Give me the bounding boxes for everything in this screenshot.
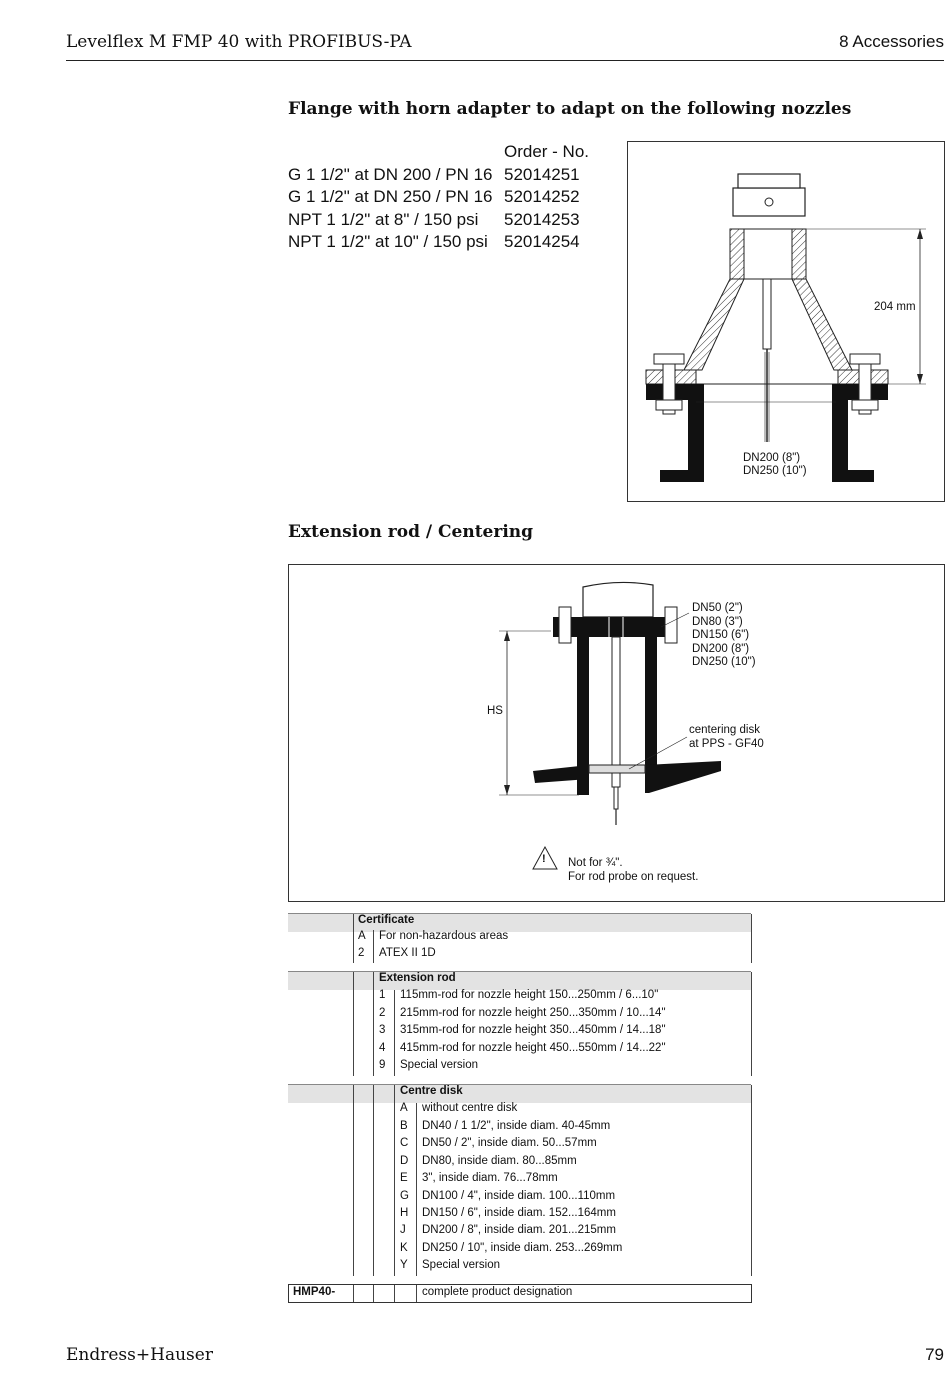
certificate-text: For non-hazardous areas: [379, 930, 509, 942]
flange-horn-adapter-figure: [627, 141, 945, 502]
extension-rod-figure: [288, 564, 945, 902]
order-header: Order - No.: [504, 142, 590, 161]
centre-text: DN150 / 6", inside diam. 152...164mm: [422, 1207, 616, 1219]
warning-note: Not for ¾". For rod probe on request.: [568, 857, 699, 883]
centre-text: without centre disk: [422, 1102, 518, 1114]
order-row: NPT 1 1/2" at 10" / 150 psi 52014254: [288, 232, 580, 251]
nozzle-label-dn250: DN250 (10"): [743, 465, 807, 477]
order-row: G 1 1/2" at DN 250 / PN 16 52014252: [288, 187, 580, 206]
extension-text: 315mm-rod for nozzle height 350...450mm / 14...18": [400, 1024, 666, 1036]
section-title-flange: Flange with horn adapter to adapt on the following nozzles: [288, 99, 852, 119]
header-rule: [66, 60, 944, 61]
section-title-extension: Extension rod / Centering: [288, 522, 534, 542]
centre-code: A: [400, 1102, 408, 1114]
designation-code: HMP40-: [293, 1286, 336, 1298]
centre-title: Centre disk: [400, 1085, 463, 1097]
centre-code: K: [400, 1242, 408, 1254]
warning-icon: !: [542, 853, 546, 865]
centre-text: DN100 / 4", inside diam. 100...110mm: [422, 1190, 616, 1202]
certificate-code: A: [358, 930, 366, 942]
flange-drawing: [628, 142, 946, 503]
centre-code: G: [400, 1190, 409, 1202]
order-row: G 1 1/2" at DN 200 / PN 16 52014251: [288, 164, 580, 184]
extension-code: 4: [379, 1042, 386, 1054]
centre-code: C: [400, 1137, 409, 1149]
extension-code: 2: [379, 1007, 386, 1019]
extension-band: [288, 971, 751, 990]
centre-code: B: [400, 1120, 408, 1132]
order-row: NPT 1 1/2" at 8" / 150 psi 52014253: [288, 209, 580, 229]
running-header-section: 8 Accessories: [839, 32, 944, 51]
centre-text: Special version: [422, 1259, 500, 1271]
extension-text: 415mm-rod for nozzle height 450...550mm / 14...22": [400, 1042, 666, 1054]
centre-text: DN50 / 2", inside diam. 50...57mm: [422, 1137, 597, 1149]
page-number: 79: [925, 1345, 944, 1364]
centre-band: [288, 1084, 751, 1103]
extension-title: Extension rod: [379, 972, 456, 984]
dimension-label-204: 204 mm: [874, 301, 916, 313]
centre-code: H: [400, 1207, 409, 1219]
centre-text: 3", inside diam. 76...78mm: [422, 1172, 558, 1184]
centre-code: D: [400, 1155, 409, 1167]
centre-text: DN250 / 10", inside diam. 253...269mm: [422, 1242, 623, 1254]
extension-rod-drawing: [289, 565, 946, 903]
running-header-title: Levelflex M FMP 40 with PROFIBUS-PA: [66, 32, 412, 52]
centre-code: Y: [400, 1259, 408, 1271]
nozzle-sizes: DN50 (2") DN80 (3") DN150 (6") DN200 (8") DN250 (10"): [692, 602, 756, 668]
certificate-title: Certificate: [358, 914, 415, 926]
centre-text: DN80, inside diam. 80...85mm: [422, 1155, 577, 1167]
extension-code: 9: [379, 1059, 386, 1071]
centre-text: DN40 / 1 1/2", inside diam. 40-45mm: [422, 1120, 611, 1132]
order-list: [288, 141, 589, 254]
centre-code: E: [400, 1172, 408, 1184]
extension-text: Special version: [400, 1059, 478, 1071]
extension-text: 115mm-rod for nozzle height 150...250mm / 6...10": [400, 989, 659, 1001]
designation-text: complete product designation: [422, 1286, 573, 1298]
centre-text: DN200 / 8", inside diam. 201...215mm: [422, 1224, 616, 1236]
centering-disk-label: centering disk at PPS - GF40: [689, 724, 764, 750]
extension-code: 3: [379, 1024, 386, 1036]
extension-code: 1: [379, 989, 386, 1001]
hs-label: HS: [487, 705, 503, 717]
extension-text: 215mm-rod for nozzle height 250...350mm / 10...14": [400, 1007, 666, 1019]
centre-code: J: [400, 1224, 406, 1236]
certificate-text: ATEX II 1D: [379, 947, 436, 959]
footer-brand: Endress+Hauser: [66, 1345, 213, 1365]
nozzle-label-dn200: DN200 (8"): [743, 452, 801, 464]
certificate-code: 2: [358, 947, 365, 959]
